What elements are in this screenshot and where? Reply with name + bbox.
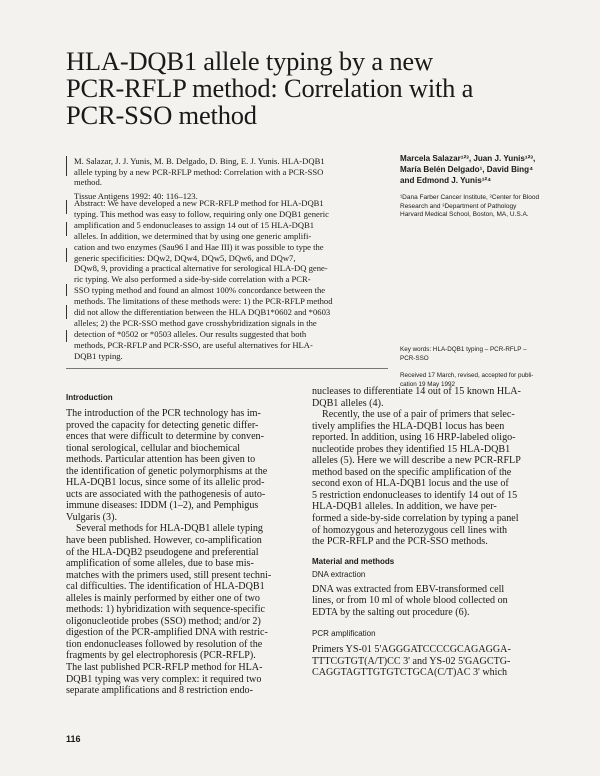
margin-bar <box>66 200 67 214</box>
title-line: PCR-SSO method <box>66 100 257 130</box>
body-line: TTTCGTGT(A/T)CC 3' and YS-02 5'GAGCTG- <box>312 655 511 667</box>
margin-bar <box>66 284 67 296</box>
section-heading: Introduction <box>66 393 113 402</box>
subsection-heading: DNA extraction <box>312 569 366 579</box>
body-line: proved the capacity for detecting genetic differ- <box>66 419 259 431</box>
received-line: Received 17 March, revised, accepted for publi- <box>400 372 534 379</box>
margin-bar <box>66 330 67 342</box>
body-line: of homozygous and heterozygous cell lines with <box>312 524 508 536</box>
body-line: digestion of the PCR-amplified DNA with restric- <box>66 627 268 639</box>
body-line: The introduction of the PCR technology has im- <box>66 408 261 419</box>
abstract <box>74 198 388 362</box>
citation-line: M. Salazar, J. J. Yunis, M. B. Delgado, D. Bing, E. J. Yunis. HLA-DQB1 <box>74 156 325 166</box>
body-line: methods. Particular attention has been given to <box>66 454 256 466</box>
body-line: of the HLA-DQB2 pseudogene and preferential <box>66 546 259 558</box>
citation-line: Tissue Antigens 1992: 40: 116–123. <box>74 190 198 201</box>
abstract-line: detection of *0502 or *0503 alleles. Our results suggested that both <box>74 328 307 339</box>
abstract-line: alleles. In addition, we determined that by using one generic amplifi- <box>74 230 312 241</box>
body-line: tion endonucleases followed by resolution of the <box>66 638 263 650</box>
introduction-continued <box>312 386 592 548</box>
body-line: amplification of some alleles, due to base mis- <box>66 558 254 570</box>
body-line: oligonucleotide probes (SSO) method; and/or 2) <box>66 615 261 627</box>
body-line: lines, or from 10 ml of whole blood collected on <box>312 595 508 607</box>
keywords-line: Key words: HLA-DQB1 typing – PCR-RFLP – <box>400 346 527 353</box>
abstract-line: ric typing. We also performed a side-by-side correlation with a PCR- <box>74 274 311 285</box>
author-line: María Belén Delgado¹, David Bing⁴ <box>400 165 534 174</box>
abstract-line: DQw8, 9, providing a practical alternative for serological HLA-DQ gene- <box>74 263 328 274</box>
citation <box>74 156 394 201</box>
body-line: 5 restriction endonucleases to identify 14 out of 15 <box>312 489 518 501</box>
body-line: formed a side-by-side correlation by typing a panel <box>312 513 519 525</box>
dna-extraction-body <box>312 584 592 619</box>
body-line: cal difficulties. The identification of HLA-DQB1 <box>66 581 265 593</box>
title-line: PCR-RFLP method: Correlation with a <box>66 73 474 103</box>
body-line: second exon of HLA-DQB1 locus and the use of <box>312 478 509 490</box>
abstract-line: did not allow the differentiation between the HLA DQB1*0602 and *0603 <box>74 307 331 318</box>
body-line: nucleotide probes they identified 15 HLA-DQB1 <box>312 443 511 455</box>
body-line: CAGGTAGTTGTGTCTGCA(C/T)AC 3' which <box>312 667 508 679</box>
abstract-line: generic specificities: DQw2, DQw4, DQw5, DQw6, and DQw7, <box>74 252 296 263</box>
body-line: HLA-DQB1 locus, since some of its allelic prod- <box>66 477 265 489</box>
body-line: the PCR-RFLP and the PCR-SSO methods. <box>312 536 488 548</box>
affiliation-line: Harvard Medical School, Boston, MA, U.S.A. <box>400 211 529 219</box>
introduction-body <box>66 408 341 697</box>
body-line: The last published PCR-RFLP method for HLA- <box>66 662 263 674</box>
body-line: tively amplifies the HLA-DQB1 locus has been <box>312 420 505 432</box>
body-line: DNA was extracted from EBV-transformed cell <box>312 583 505 595</box>
body-line: reported. In addition, using 16 HRP-labeled oligo- <box>312 432 516 444</box>
body-line: the identification of genetic polymorphisms at the <box>66 465 268 477</box>
body-line: fragments by gel electrophoresis (PCR-RFLP). <box>66 650 256 662</box>
subsection-heading: PCR amplification <box>312 629 376 639</box>
title-line: HLA-DQB1 allele typing by a new <box>66 46 433 76</box>
section-heading: Material and methods <box>312 556 395 566</box>
affiliations <box>400 194 590 220</box>
affiliation-line: ¹Dana Farber Cancer Institute, ²Center for Blood <box>400 194 540 201</box>
margin-bar <box>66 156 67 176</box>
author-list <box>400 153 590 186</box>
body-line: Recently, the use of a pair of primers that selec- <box>322 409 515 421</box>
body-line: ucts are associated with the pathogenesis of auto- <box>66 488 266 500</box>
margin-bar <box>66 222 67 236</box>
body-line: alleles (5). Here we will describe a new PCR-RFLP <box>312 455 521 467</box>
abstract-line: typing. This method was easy to follow, requiring only one DQB1 generic <box>74 208 329 219</box>
citation-line: method. <box>74 177 102 187</box>
citation-line: allele typing by a new PCR-RFLP method: Correlation with a PCR-SSO <box>74 166 324 177</box>
body-line: DQB1 alleles (4). <box>312 397 384 409</box>
abstract-line: alleles; 2) the PCR-SSO method gave crosshybridization signals in the <box>74 317 317 328</box>
margin-bar <box>66 305 67 319</box>
page-number: 116 <box>66 734 81 744</box>
pcr-amplification-body <box>312 644 592 679</box>
author-line: Marcela Salazar¹²³, Juan J. Yunis¹²³, <box>400 154 536 163</box>
body-line: Several methods for HLA-DQB1 allele typing <box>76 523 263 535</box>
abstract-line: SSO typing method and found an almost 100% concordance between the <box>74 285 326 296</box>
key-words <box>400 346 590 363</box>
body-line: have been published. However, co-amplification <box>66 535 262 547</box>
affiliation-line: Research and ³Department of Pathology <box>400 202 517 210</box>
body-line: immune diseases: IDDM (1–2), and Pemphigus <box>66 500 259 512</box>
received-line: cation 19 May 1992 <box>400 380 455 388</box>
body-line: matches with the primers used, still present techni- <box>66 569 272 581</box>
body-line: nucleases to differentiate 14 out of 15 known HLA- <box>312 386 521 397</box>
body-line: tional serological, cellular and biochemical <box>66 442 241 454</box>
body-line: DQB1 typing was very complex: it required two <box>66 673 262 685</box>
body-line: methods: 1) hybridization with sequence-specific <box>66 604 266 616</box>
author-line: and Edmond J. Yunis¹²⁴ <box>400 176 492 185</box>
body-line: method based on the specific amplification of the <box>312 466 512 478</box>
article-title <box>66 48 566 129</box>
abstract-line: amplification and 5 endonucleases to assign 14 out of 15 HLA-DQB1 <box>74 219 315 230</box>
body-line: Vulgaris (3). <box>66 511 117 523</box>
right-column <box>312 386 592 679</box>
abstract-line: cation and two enzymes (Sau96 I and Hae III) it was possible to type the <box>74 241 324 252</box>
body-line: ences that were difficult to determine by conven- <box>66 431 264 443</box>
section-divider <box>66 368 388 369</box>
introduction-section <box>66 393 341 697</box>
abstract-line: DQB1 typing. <box>74 350 123 361</box>
margin-bar <box>66 248 67 262</box>
abstract-line: methods, PCR-RFLP and PCR-SSO, are useful alternatives for HLA- <box>74 339 313 350</box>
body-line: alleles is mainly performed by either one of two <box>66 592 260 604</box>
abstract-line: methods. The limitations of these methods were: 1) the PCR-RFLP method <box>74 296 333 307</box>
abstract-line: Abstract: We have developed a new PCR-RFLP method for HLA-DQB1 <box>74 198 324 208</box>
body-line: Primers YS-01 5'AGGGATCCCCGCAGAGGA- <box>312 644 511 656</box>
keywords-line: PCR-SSO <box>400 354 429 362</box>
body-line: separate amplifications and 8 restriction endo- <box>66 685 253 697</box>
body-line: HLA-DQB1 alleles. In addition, we have per- <box>312 501 497 513</box>
body-line: EDTA by the salting out procedure (6). <box>312 606 470 618</box>
